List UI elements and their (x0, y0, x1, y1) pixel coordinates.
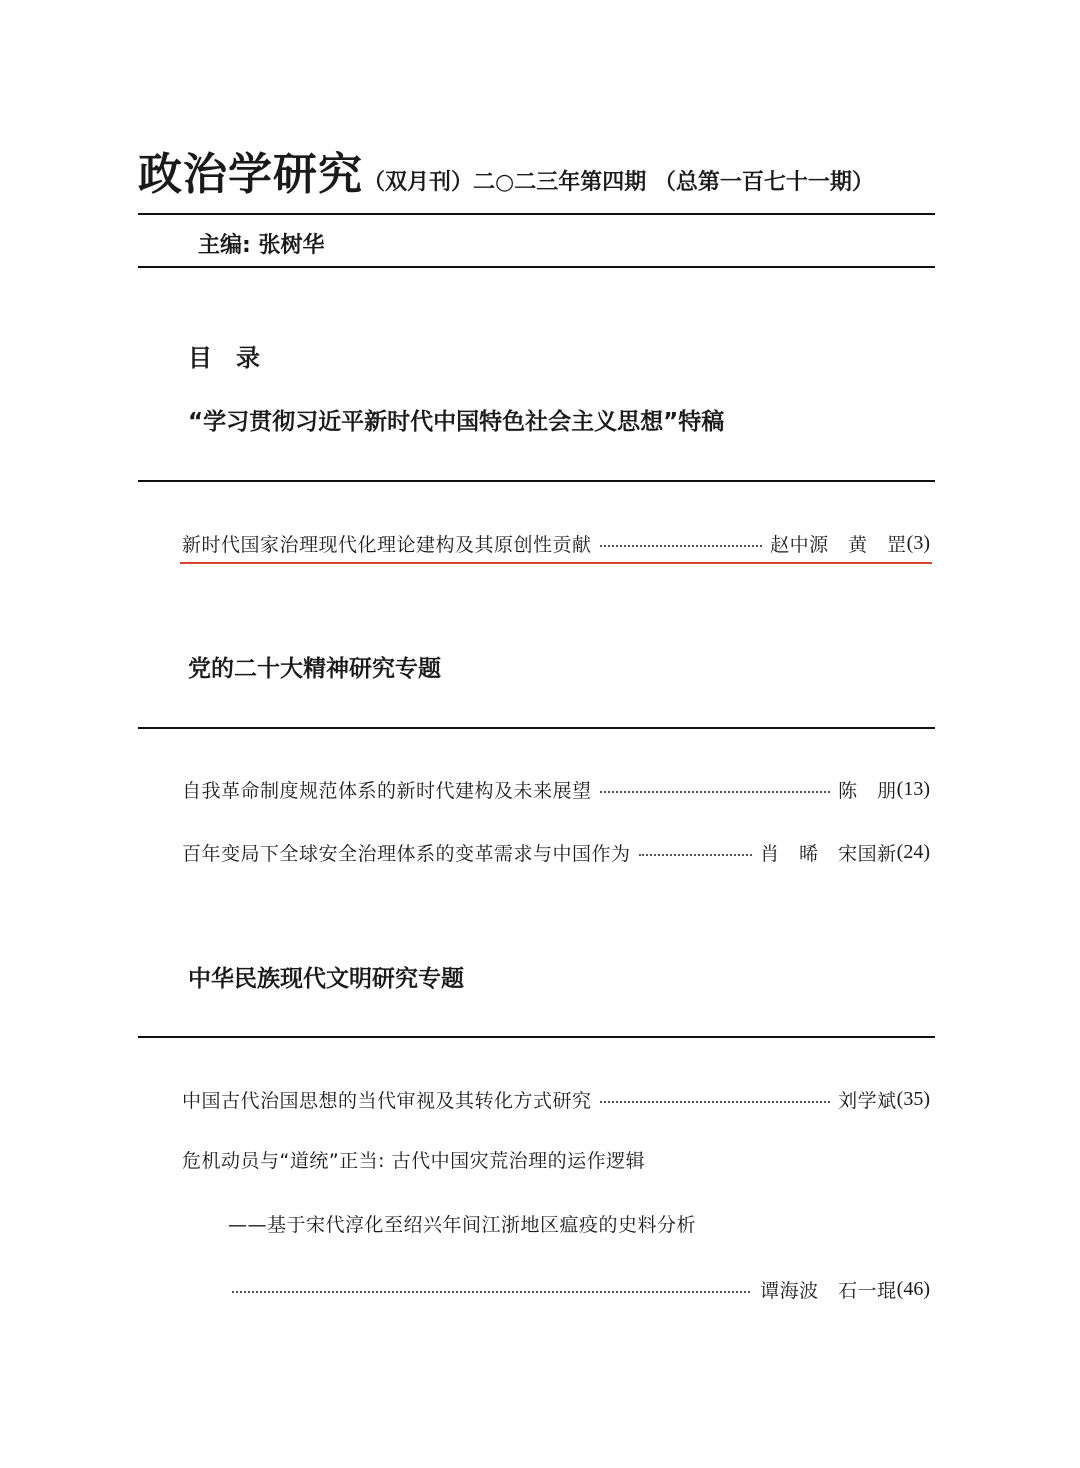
toc-entry[interactable] (182, 773, 930, 805)
article-title[interactable]: 自我革命制度规范体系的新时代建构及未来展望 (182, 779, 592, 802)
editor-rule (138, 266, 935, 268)
article-authors: 陈 朋 (838, 779, 897, 802)
issue-info: （双月刊）二○二三年第四期 （总第一百七十一期） (363, 170, 874, 195)
masthead-rule (138, 213, 935, 215)
page-number: (13) (896, 777, 930, 800)
section-rule (138, 480, 935, 482)
dot-leader (600, 545, 763, 547)
section-heading: “学习贯彻习近平新时代中国特色社会主义思想”特稿 (188, 409, 725, 435)
toc-entry[interactable] (182, 527, 930, 559)
toc-title: 目 录 (188, 344, 260, 372)
article-subtitle: ——基于宋代淳化至绍兴年间江浙地区瘟疫的史料分析 (228, 1214, 697, 1236)
masthead (138, 138, 938, 200)
page-number: (3) (906, 531, 930, 554)
article-authors: 谭海波 石一琨 (760, 1279, 897, 1302)
page-number: (35) (896, 1087, 930, 1110)
article-authors: 肖 晞 宋国新 (760, 842, 897, 865)
highlight-underline (180, 562, 932, 564)
journal-name: 政治学研究 (138, 149, 363, 200)
toc-entry[interactable] (232, 1273, 930, 1305)
article-title[interactable]: 中国古代治国思想的当代审视及其转化方式研究 (182, 1089, 592, 1112)
page-number: (46) (896, 1277, 930, 1300)
article-title[interactable]: 新时代国家治理现代化理论建构及其原创性贡献 (182, 533, 592, 556)
article-authors: 刘学斌 (838, 1089, 897, 1112)
article-authors: 赵中源 黄 罡 (770, 533, 907, 556)
dot-leader (639, 854, 753, 856)
toc-entry[interactable] (182, 1083, 930, 1115)
toc-entry[interactable] (182, 836, 930, 868)
dot-leader (600, 791, 831, 793)
section-heading: 中华民族现代文明研究专题 (188, 966, 464, 992)
editor-line: 主编: 张树华 (198, 233, 325, 258)
article-title[interactable]: 百年变局下全球安全治理体系的变革需求与中国作为 (182, 842, 631, 865)
page-number: (24) (896, 840, 930, 863)
section-rule (138, 1036, 935, 1038)
dot-leader (232, 1291, 750, 1293)
section-heading: 党的二十大精神研究专题 (188, 656, 441, 682)
article-title[interactable]: 危机动员与“道统”正当: 古代中国灾荒治理的运作逻辑 (182, 1150, 646, 1172)
section-rule (138, 727, 935, 729)
dot-leader (600, 1101, 831, 1103)
